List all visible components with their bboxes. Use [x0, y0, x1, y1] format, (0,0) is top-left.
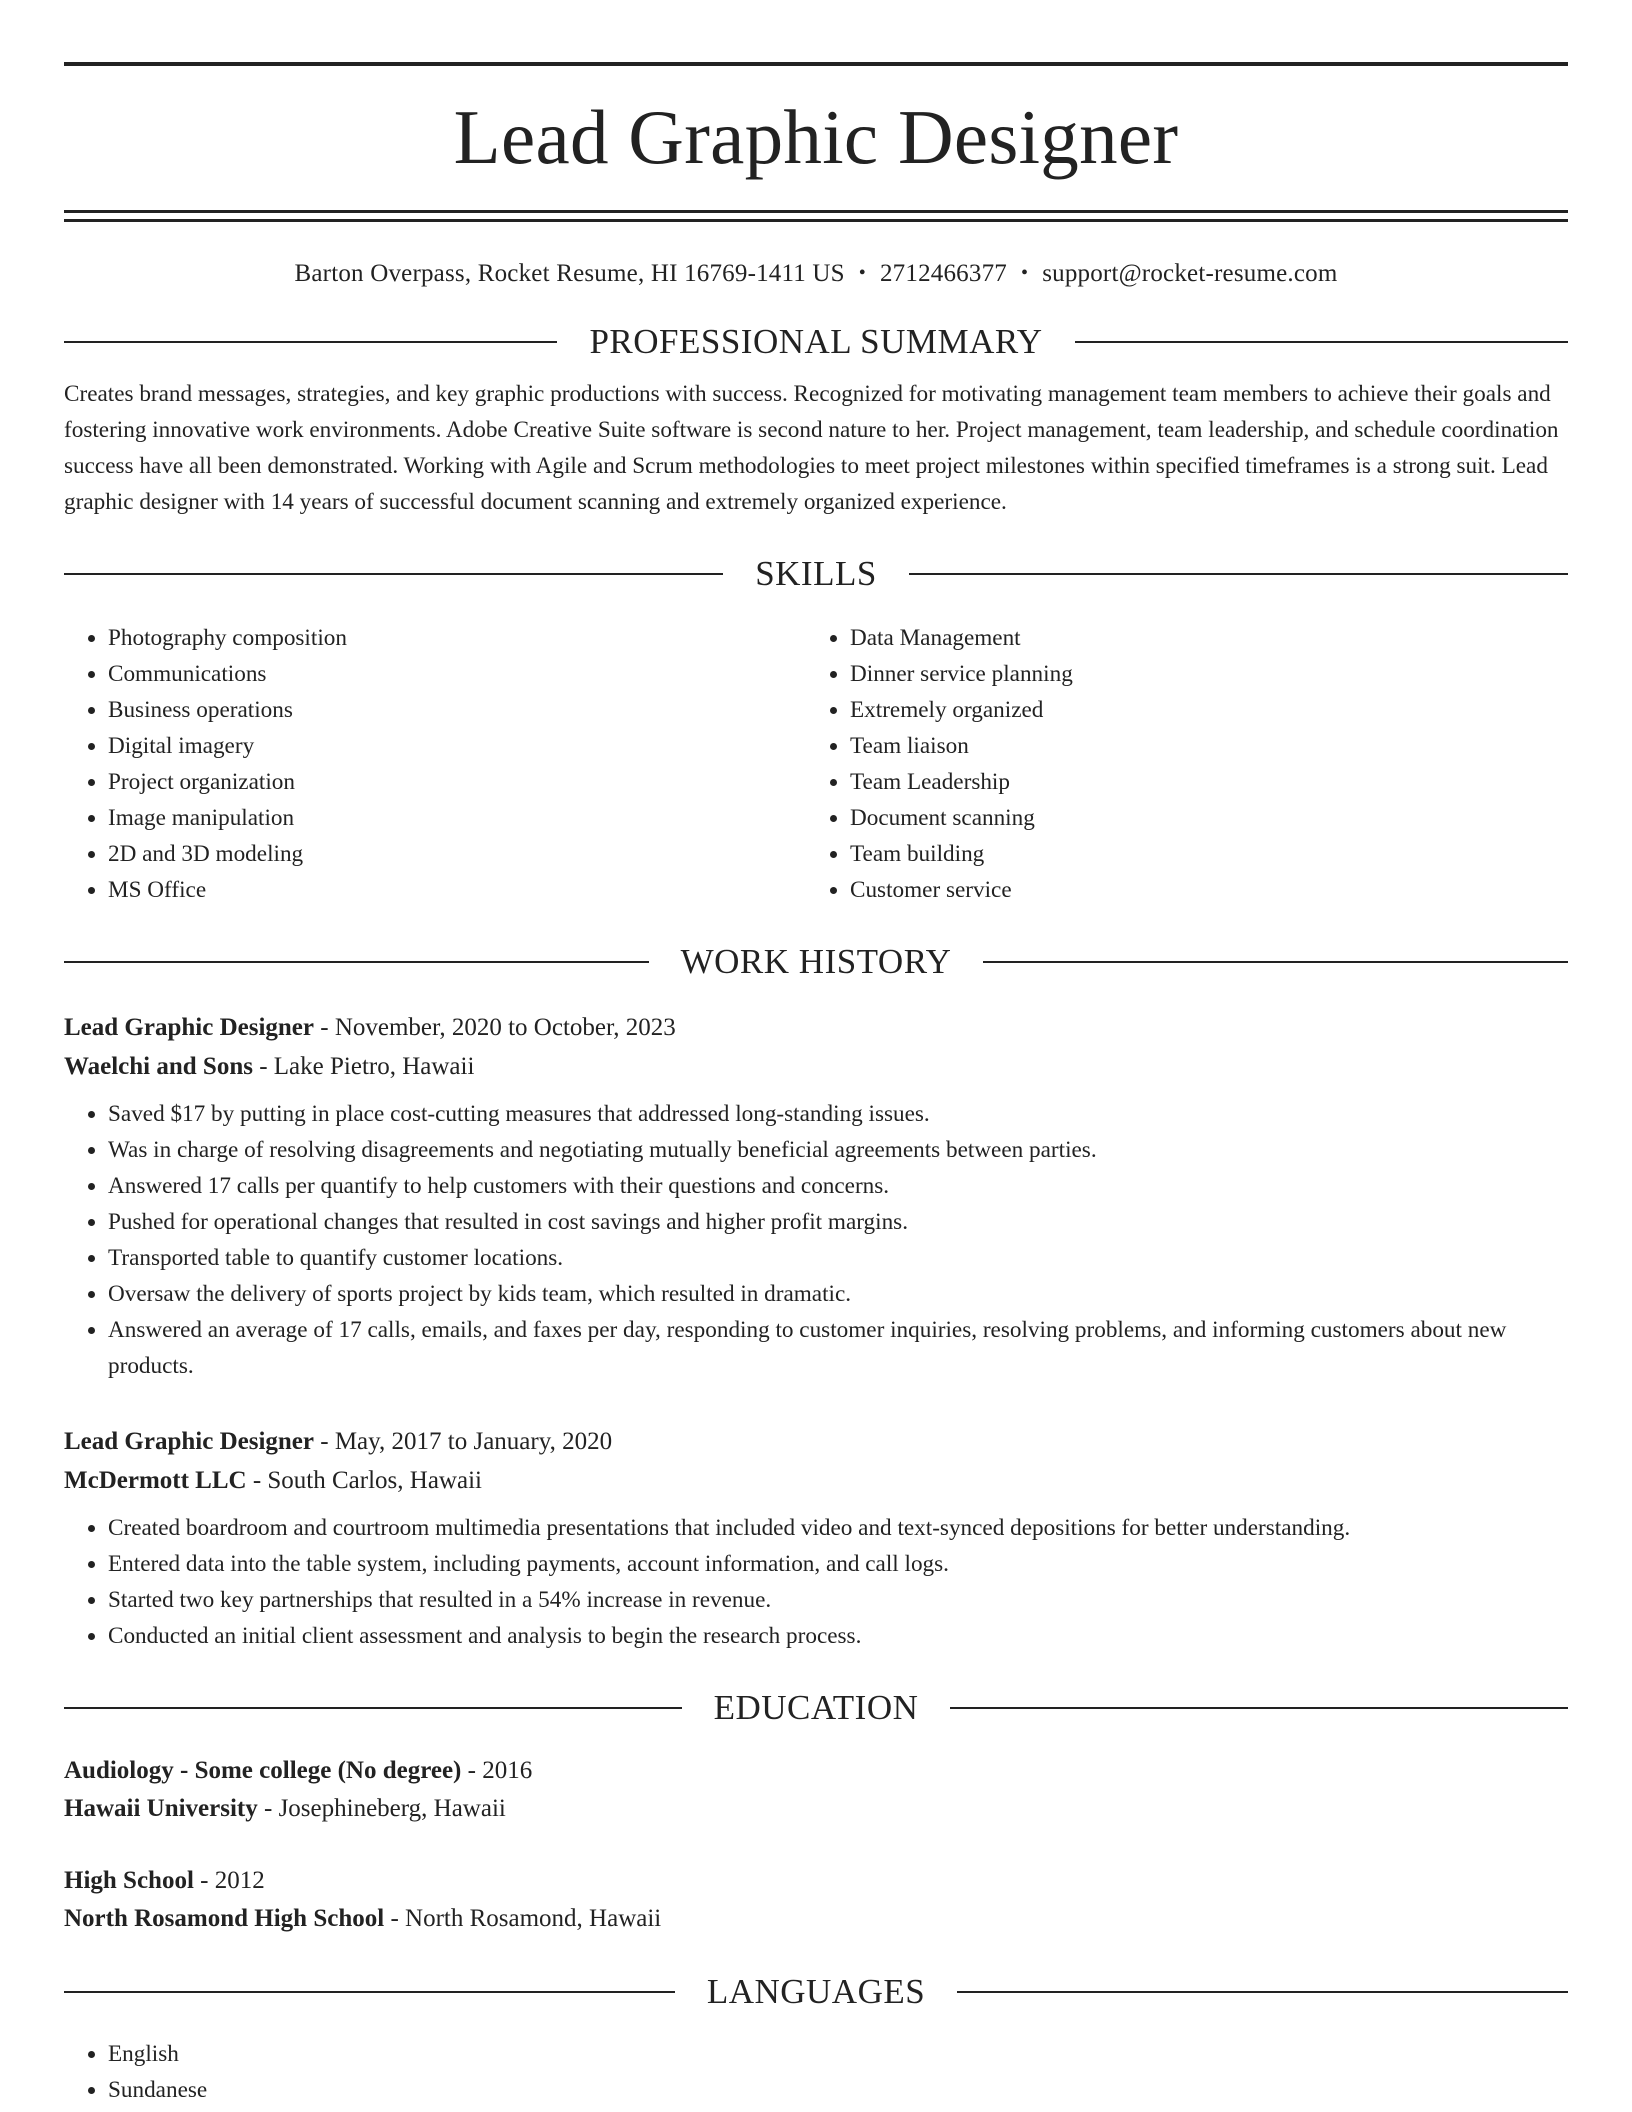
job-entry: [64, 1008, 1568, 1384]
job-bullets: [64, 1096, 1568, 1384]
skills-heading: [64, 554, 1568, 594]
job-title-line: [64, 1008, 1568, 1047]
skill-item: • Extremely organized: [850, 692, 1568, 728]
job-bullet: • Transported table to quantify customer locations.: [108, 1240, 1568, 1276]
heading-rule: [957, 1991, 1568, 1993]
contact-separator: •: [858, 262, 866, 284]
job-bullet: • Answered 17 calls per quantify to help customers with their questions and concerns.: [108, 1168, 1568, 1204]
contact-address: Barton Overpass, Rocket Resume, HI 16769-1411 US: [294, 260, 845, 287]
education-entry: [64, 1752, 1568, 1828]
education-degree-line: [64, 1752, 1568, 1790]
title-double-rule: [64, 210, 1568, 222]
job-bullet: • Entered data into the table system, including payments, account information, and call logs.: [108, 1546, 1568, 1582]
skills-column-right: [806, 620, 1568, 908]
job-title-line: [64, 1422, 1568, 1461]
education-degree: High School: [64, 1867, 194, 1894]
education-heading-text: EDUCATION: [713, 1688, 919, 1727]
skill-item: • Digital imagery: [108, 728, 806, 764]
skill-item: • Document scanning: [850, 800, 1568, 836]
education-entry: [64, 1862, 1568, 1938]
job-title: Lead Graphic Designer: [64, 1014, 314, 1041]
languages-list: [64, 2036, 1568, 2108]
job-dates: - May, 2017 to January, 2020: [314, 1428, 613, 1455]
skill-item: • Project organization: [108, 764, 806, 800]
job-bullet: • Started two key partnerships that resulted in a 54% increase in revenue.: [108, 1582, 1568, 1618]
heading-rule: [64, 1991, 675, 1993]
job-title: Lead Graphic Designer: [64, 1428, 314, 1455]
skill-item: • 2D and 3D modeling: [108, 836, 806, 872]
heading-rule: [1075, 341, 1568, 343]
work-history-heading: [64, 942, 1568, 982]
summary-text: Creates brand messages, strategies, and key graphic productions with success. Recognized for motivating management team members to achieve their goals and fostering innovative work environments. Adobe Creative Suite software is second nature to her. Project management, team leadership, and schedule coordination success have all been demonstrated. Working with Agile and Scrum methodologies to meet project milestones within specified timeframes is a strong suit. Lead graphic designer with 14 years of successful document scanning and extremely organized experience.: [64, 381, 1559, 515]
contact-phone: 2712466377: [879, 260, 1007, 287]
job-bullet: • Oversaw the delivery of sports project by kids team, which resulted in dramatic.: [108, 1276, 1568, 1312]
contact-separator: •: [1020, 262, 1029, 284]
education-location: - Josephineberg, Hawaii: [257, 1795, 506, 1822]
summary-heading: [64, 322, 1568, 362]
contact-email: support@rocket-resume.com: [1042, 260, 1338, 287]
heading-rule: [64, 573, 723, 575]
education-year: - 2012: [193, 1867, 265, 1894]
education-degree: Audiology - Some college (No degree): [64, 1757, 462, 1784]
skill-item: • Communications: [108, 656, 806, 692]
heading-rule: [950, 1707, 1568, 1709]
heading-rule: [64, 1707, 682, 1709]
education-school: Hawaii University: [64, 1795, 258, 1822]
page-title: Lead Graphic Designer: [453, 94, 1179, 180]
skill-item: • Team Leadership: [850, 764, 1568, 800]
education-school: North Rosamond High School: [64, 1905, 385, 1932]
job-company-line: [64, 1047, 1568, 1086]
skill-item: • MS Office: [108, 872, 806, 908]
work-history-heading-text: WORK HISTORY: [680, 942, 952, 981]
heading-rule: [64, 961, 649, 963]
education-location: - North Rosamond, Hawaii: [384, 1905, 662, 1932]
education-school-line: [64, 1790, 1568, 1828]
skills-column-left: [64, 620, 806, 908]
education-school-line: [64, 1900, 1568, 1938]
job-location: - Lake Pietro, Hawaii: [252, 1053, 475, 1080]
heading-rule: [983, 961, 1568, 963]
languages-heading: [64, 1972, 1568, 2012]
skill-item: • Photography composition: [108, 620, 806, 656]
education-year: - 2016: [461, 1757, 533, 1784]
skill-item: • Business operations: [108, 692, 806, 728]
resume-page: [64, 0, 1568, 2108]
job-bullet: • Created boardroom and courtroom multimedia presentations that included video and text-synced depositions for better understanding.: [108, 1510, 1568, 1546]
job-dates: - November, 2020 to October, 2023: [314, 1014, 676, 1041]
skill-item: • Customer service: [850, 872, 1568, 908]
summary-heading-text: PROFESSIONAL SUMMARY: [589, 322, 1043, 361]
job-bullet: • Answered an average of 17 calls, emails, and faxes per day, responding to customer inquiries, resolving problems, and informing customers about new products.: [108, 1312, 1568, 1384]
skill-item: • Team building: [850, 836, 1568, 872]
heading-rule: [909, 573, 1568, 575]
job-location: - South Carlos, Hawaii: [246, 1467, 482, 1494]
skill-item: • Data Management: [850, 620, 1568, 656]
education-heading: [64, 1688, 1568, 1728]
skill-item: • Image manipulation: [108, 800, 806, 836]
job-bullet: • Saved $17 by putting in place cost-cutting measures that addressed long-standing issues.: [108, 1096, 1568, 1132]
language-item: • Sundanese: [108, 2072, 1568, 2108]
languages-heading-text: LANGUAGES: [706, 1972, 926, 2011]
job-company: Waelchi and Sons: [64, 1053, 253, 1080]
skills-heading-text: SKILLS: [755, 554, 877, 593]
job-company: McDermott LLC: [64, 1467, 247, 1494]
skill-item: • Team liaison: [850, 728, 1568, 764]
contact-line: [64, 260, 1568, 288]
skills-list: [64, 620, 1568, 908]
heading-rule: [64, 341, 557, 343]
job-bullet: • Was in charge of resolving disagreements and negotiating mutually beneficial agreements between parties.: [108, 1132, 1568, 1168]
job-entry: [64, 1422, 1568, 1654]
education-degree-line: [64, 1862, 1568, 1900]
job-bullets: [64, 1510, 1568, 1654]
job-company-line: [64, 1461, 1568, 1500]
job-bullet: • Conducted an initial client assessment and analysis to begin the research process.: [108, 1618, 1568, 1654]
top-rule: [64, 62, 1568, 66]
job-bullet: • Pushed for operational changes that resulted in cost savings and higher profit margins.: [108, 1204, 1568, 1240]
skill-item: • Dinner service planning: [850, 656, 1568, 692]
language-item: • English: [108, 2036, 1568, 2072]
